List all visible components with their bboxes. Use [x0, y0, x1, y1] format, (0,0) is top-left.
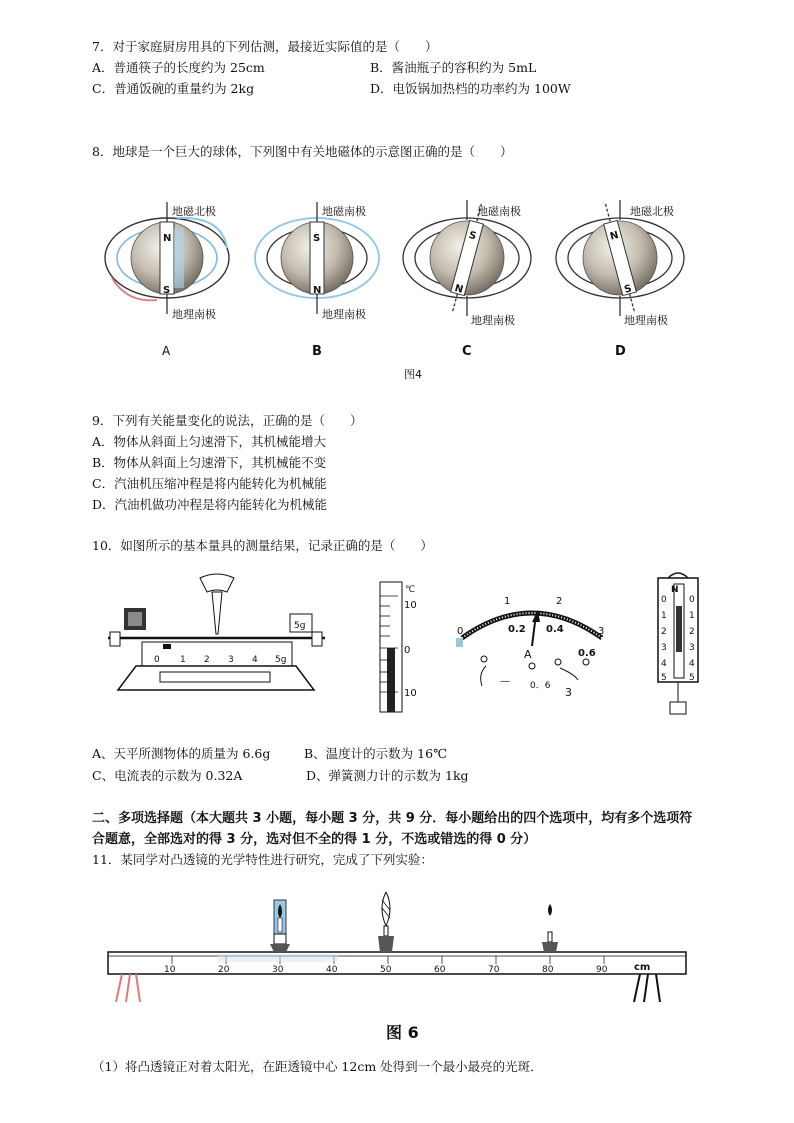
- q11-part1: （1）将凸透镜正对着太阳光，在距透镜中心 12cm 处得到一个最小最亮的光斑．: [92, 1059, 543, 1074]
- diagram-d: [556, 200, 684, 359]
- spring-scale-tick-0-right: 0: [689, 595, 695, 605]
- q10-stem: 10．如图所示的基本量具的测量结果，记录正确的是（ ）: [92, 538, 433, 553]
- q9-option-a: A．物体从斜面上匀速滑下，其机械能增大: [92, 434, 327, 449]
- spring-scale-unit: N: [671, 585, 679, 595]
- bench-tick-90: 90: [596, 965, 608, 975]
- bench-unit-cm: cm: [634, 962, 651, 973]
- ammeter-inner-0-6: 0.6: [578, 648, 596, 659]
- geomagnetism-figure: [92, 188, 712, 388]
- diagram-a: [105, 202, 229, 358]
- diagram-b-top-label: 地磁南极: [322, 205, 366, 218]
- ammeter-outer-2: 2: [556, 596, 563, 607]
- diagram-d-top-label: 地磁北极: [630, 205, 674, 218]
- spring-scale-tick-0-left: 0: [661, 595, 667, 605]
- ammeter-outer-0: 0: [457, 626, 464, 637]
- candle: [270, 900, 290, 952]
- bench-tick-30: 30: [272, 965, 284, 975]
- thermometer-tick-10-bottom: 10: [404, 688, 417, 699]
- ammeter-outer-1: 1: [504, 596, 511, 607]
- q7-stem: 7．对于家庭厨房用具的下列估测，最接近实际值的是（ ）: [92, 39, 438, 54]
- ammeter-terminal-3: 3: [565, 686, 572, 699]
- spring-scale-tick-5-left: 5: [661, 673, 667, 683]
- section-2-heading-line2: 合题意，全部选对的得 3 分，选对但不全的得 1 分，不选或错选的得 0 分）: [92, 832, 537, 847]
- spring-scale-tick-1-right: 1: [689, 611, 695, 621]
- diagram-a-bottom-pole: S: [163, 285, 171, 296]
- q7-option-a: A．普通筷子的长度约为 25cm: [92, 60, 265, 75]
- q9-stem: 9．下列有关能量变化的说法，正确的是（ ）: [92, 413, 363, 428]
- optical-bench-figure: [100, 876, 690, 1056]
- diagram-c-letter: C: [462, 344, 472, 359]
- diagram-d-letter: D: [615, 344, 626, 359]
- balance-mass-label: 5g: [294, 621, 306, 631]
- diagram-b-top-pole: S: [313, 233, 321, 244]
- thermometer: [380, 582, 417, 712]
- thermometer-tick-10-top: 10: [404, 600, 417, 611]
- diagram-c-top-pole: S: [467, 229, 478, 243]
- ammeter: [456, 596, 604, 699]
- q10-option-d: D、弹簧测力计的示数为 1kg: [306, 768, 469, 783]
- diagram-a-top-pole: N: [163, 233, 172, 244]
- spring-scale-tick-3-right: 3: [689, 643, 695, 653]
- diagram-d-bottom-label: 地理南极: [624, 314, 668, 327]
- balance-ruler-2: 2: [204, 655, 210, 665]
- balance-ruler-4: 4: [252, 655, 258, 665]
- q7-option-c: C．普通饭碗的重量约为 2kg: [92, 81, 255, 96]
- q10-option-b: B、温度计的示数为 16℃: [304, 746, 448, 761]
- bench-tick-50: 50: [380, 965, 392, 975]
- diagram-c-bottom-label: 地理南极: [471, 314, 515, 327]
- spring-scale-tick-4-right: 4: [689, 659, 695, 669]
- balance-ruler-5g: 5g: [275, 655, 287, 665]
- bench-tick-60: 60: [434, 965, 446, 975]
- screen: [542, 876, 560, 952]
- ammeter-symbol: A: [524, 648, 532, 661]
- diagram-a-letter: A: [162, 344, 171, 358]
- bench-tick-10: 10: [164, 965, 176, 975]
- spring-scale: [658, 573, 698, 714]
- balance-ruler-1: 1: [180, 655, 186, 665]
- figure-4-caption: 图4: [404, 368, 422, 381]
- bench-tick-20: 20: [218, 965, 230, 975]
- diagram-c-top-label: 地磁南极: [477, 205, 521, 218]
- diagram-b-letter: B: [312, 344, 322, 359]
- ammeter-outer-3: 3: [598, 626, 605, 637]
- convex-lens: [378, 892, 394, 952]
- spring-scale-tick-2-left: 2: [661, 627, 667, 637]
- thermometer-unit: ℃: [405, 585, 416, 595]
- q10-option-a: A、天平所测物体的质量为 6.6g: [92, 746, 271, 761]
- diagram-b: [255, 202, 379, 359]
- thermometer-tick-0: 0: [404, 645, 411, 656]
- q9-option-c: C．汽油机压缩冲程是将内能转化为机械能: [92, 476, 327, 491]
- q10-option-c: C、电流表的示数为 0.32A: [92, 768, 243, 783]
- spring-scale-tick-2-right: 2: [689, 627, 695, 637]
- bench-tick-80: 80: [542, 965, 554, 975]
- q11-stem: 11．某同学对凸透镜的光学特性进行研究，完成了下列实验：: [92, 852, 433, 867]
- diagram-d-bottom-pole: S: [623, 283, 633, 296]
- bench-tick-70: 70: [488, 965, 500, 975]
- diagram-c: [403, 200, 531, 359]
- ammeter-inner-0-4: 0.4: [546, 624, 564, 635]
- q9-option-b: B．物体从斜面上匀速滑下，其机械能不变: [92, 455, 327, 470]
- balance-ruler-3: 3: [228, 655, 234, 665]
- q9-option-d: D．汽油机做功冲程是将内能转化为机械能: [92, 497, 328, 512]
- spring-scale-tick-5-right: 5: [689, 673, 695, 683]
- spring-scale-tick-3-left: 3: [661, 643, 667, 653]
- measuring-instruments-figure: [100, 566, 710, 726]
- diagram-b-bottom-pole: N: [313, 285, 322, 296]
- q8-stem: 8．地球是一个巨大的球体，下列图中有关地磁体的示意图正确的是（ ）: [92, 144, 513, 159]
- balance-ruler-0: 0: [154, 655, 160, 665]
- section-2-heading-line1: 二、多项选择题（本大题共 3 小题，每小题 3 分，共 9 分．每小题给出的四个选项中，均有多个选项符: [92, 811, 693, 826]
- ammeter-terminal-neg: —: [500, 676, 510, 687]
- q7-option-b: B．酱油瓶子的容积约为 5mL: [370, 60, 537, 75]
- diagram-b-bottom-label: 地理南极: [322, 308, 366, 321]
- ammeter-inner-0-2: 0.2: [508, 624, 526, 635]
- diagram-a-top-label: 地磁北极: [172, 205, 216, 218]
- bench-tick-40: 40: [326, 965, 338, 975]
- diagram-d-top-pole: N: [608, 229, 620, 243]
- diagram-c-bottom-pole: N: [453, 283, 465, 296]
- q7-option-d: D．电饭锅加热档的功率约为 100W: [370, 81, 571, 96]
- figure-6-caption: 图 6: [386, 1023, 419, 1042]
- balance: [108, 574, 325, 690]
- spring-scale-tick-4-left: 4: [661, 659, 667, 669]
- diagram-a-bottom-label: 地理南极: [172, 308, 216, 321]
- spring-scale-tick-1-left: 1: [661, 611, 667, 621]
- ammeter-terminal-0-6: 0．6: [530, 681, 551, 691]
